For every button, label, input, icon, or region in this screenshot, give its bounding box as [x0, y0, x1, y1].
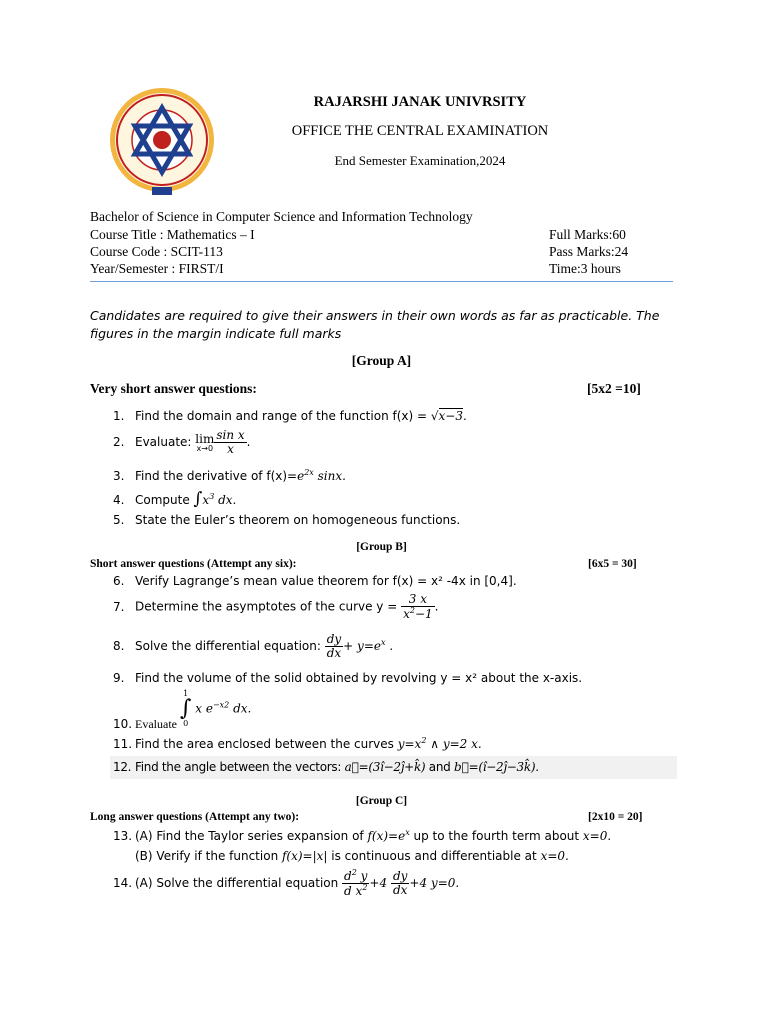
- formula: $f(x)=e^x$: [367, 828, 410, 843]
- formula: lim x→0 $\frac{\text{sin x}}{x}$ .: [195, 428, 251, 457]
- question-number: 2.: [113, 435, 125, 450]
- group-c-subheading: Long answer questions (Attempt any two):: [90, 811, 300, 823]
- course-title: Course Title : Mathematics – I: [90, 227, 255, 242]
- question-9: [113, 671, 582, 685]
- question-number: 7.: [113, 599, 125, 614]
- formula: √x−3.: [430, 409, 467, 423]
- question-1: [113, 409, 467, 423]
- full-marks: Full Marks:60: [549, 227, 626, 242]
- formula: $y=x^2$ ∧ y=2 x.: [397, 736, 482, 751]
- formula: x=0.: [540, 849, 569, 863]
- question-11: [113, 736, 482, 751]
- university-name: RAJARSHI JANAK UNIVRSITY: [313, 94, 527, 110]
- question-text: Find the area enclosed between the curves: [135, 737, 398, 751]
- program-name: Bachelor of Science in Computer Science and Information Technology: [90, 209, 473, 224]
- divider: [90, 281, 673, 282]
- group-c-marks: [2x10 = 20]: [588, 811, 643, 823]
- question-6: [113, 574, 517, 588]
- formula: f(x)=|x|: [281, 849, 328, 863]
- question-14a: [113, 869, 459, 898]
- question-text: Find the angle between the vectors:: [135, 760, 345, 774]
- question-text: Evaluate:: [135, 435, 196, 450]
- exam-time: Time:3 hours: [549, 261, 621, 276]
- question-text-mid: up to the fourth term about: [409, 829, 583, 843]
- conjunction: and: [425, 760, 455, 774]
- group-c-heading: [Group C]: [355, 795, 408, 807]
- formula: $\frac{3 x}{x^2-1}$: [403, 592, 433, 622]
- question-text: (A) Solve the differential equation: [135, 876, 343, 891]
- group-a-heading: [Group A]: [351, 353, 412, 368]
- formula: $\int x^3$ dx.: [193, 489, 237, 509]
- question-number: 11.: [113, 737, 133, 751]
- question-text: (B) Verify if the function: [135, 849, 282, 863]
- group-a-subheading: Very short answer questions:: [90, 381, 257, 396]
- question-text-mid: is continuous and differentiable at: [327, 849, 541, 863]
- question-10: [113, 689, 252, 731]
- question-13b: [135, 849, 569, 863]
- course-code: Course Code : SCIT-113: [90, 244, 223, 259]
- question-number: 12.: [113, 760, 132, 774]
- question-12: [113, 760, 539, 774]
- question-text: (A) Find the Taylor series expansion of: [135, 829, 368, 843]
- group-a-marks: [5x2 =10]: [587, 381, 641, 396]
- question-number: 13.: [113, 829, 133, 843]
- question-text: Find the derivative of f(x)=: [135, 469, 298, 483]
- question-text: Find the volume of the solid obtained by revolving y = x² about the x-axis.: [135, 671, 583, 685]
- question-5: [113, 513, 460, 527]
- question-number: 4.: [113, 493, 125, 507]
- question-text: Solve the differential equation:: [135, 639, 325, 654]
- year-semester: Year/Semester : FIRST/I: [90, 261, 224, 276]
- question-4: [113, 489, 236, 509]
- vector-b: b⃗=(î−2ĵ−3k̂).: [454, 760, 539, 774]
- group-b-subheading: Short answer questions (Attempt any six):: [90, 558, 297, 570]
- question-2: [113, 429, 250, 456]
- question-text: Evaluate: [135, 716, 180, 731]
- question-number: 1.: [113, 409, 125, 423]
- pass-marks: Pass Marks:24: [549, 244, 629, 259]
- question-7: 7. Determine the asymptotes of the curve y = $\frac{3 x}{x^2-1}$ .: [113, 592, 439, 622]
- question-text: Determine the asymptotes of the curve y =: [135, 599, 402, 614]
- question-13a: [113, 828, 611, 843]
- formula: $\frac{d^2 y}{d x^2}$ +4 $\frac{dy}{dx}$ +4 y=0.: [344, 868, 460, 899]
- office-title: OFFICE THE CENTRAL EXAMINATION: [291, 123, 549, 139]
- vector-a: a⃗=(3î−2ĵ+k̂): [344, 760, 426, 774]
- question-number: 5.: [113, 513, 125, 527]
- question-number: 6.: [113, 574, 125, 588]
- question-number: 9.: [113, 671, 125, 685]
- question-8: [113, 633, 393, 660]
- instructions: Candidates are required to give their answers in their own words as far as practicable. The figures in the margin indicate full marks: [90, 308, 660, 341]
- question-text: Verify Lagrange’s mean value theorem for f(x) = x² -4x in [0,4].: [135, 574, 517, 588]
- question-number: 3.: [113, 469, 125, 483]
- formula: $e^{2x}$ sinx.: [297, 468, 346, 483]
- question-number: 14.: [113, 876, 133, 891]
- question-number: 8.: [113, 639, 125, 654]
- question-text: State the Euler’s theorem on homogeneous functions.: [135, 513, 461, 527]
- exam-title: End Semester Examination,2024: [334, 153, 506, 168]
- formula: x=0.: [582, 829, 612, 843]
- group-b-marks: [6x5 = 30]: [588, 558, 637, 570]
- question-text: Find the domain and range of the function f(x) =: [135, 409, 431, 423]
- formula: 1 ∫ 0 x $e^{-x2}$ dx.: [179, 689, 252, 728]
- question-text: Compute: [135, 493, 194, 507]
- question-3: [113, 468, 346, 483]
- group-b-heading: [Group B]: [356, 541, 407, 553]
- formula: $\frac{dy}{dx}$ + $y=e^x$ .: [326, 632, 394, 661]
- question-number: 10.: [113, 716, 133, 731]
